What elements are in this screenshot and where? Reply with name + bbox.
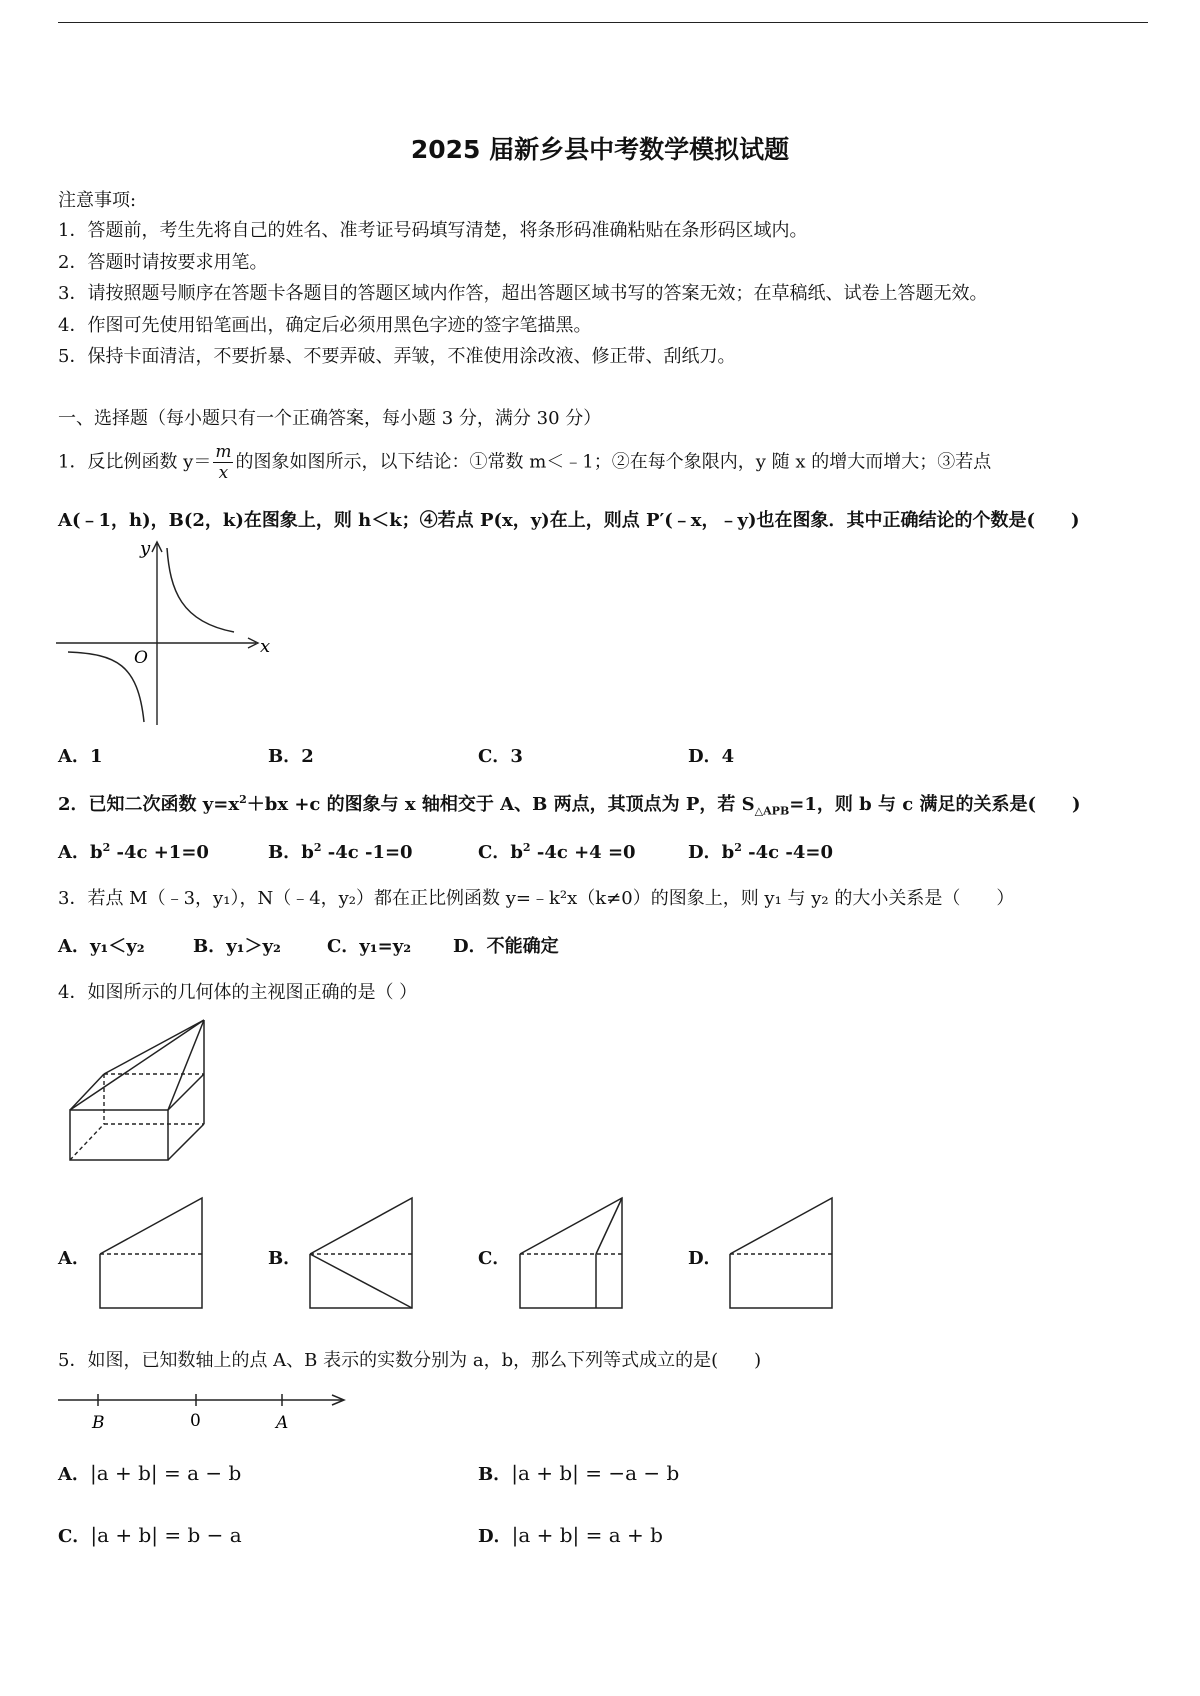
q1-y-label: y (140, 538, 151, 559)
q5-label-b: B (92, 1413, 105, 1433)
q1-option-b[interactable]: B．2 (268, 746, 314, 767)
q2-option-a-label: A． (58, 842, 90, 863)
q5-option-d[interactable] (478, 1522, 663, 1548)
q2-text (58, 790, 1081, 818)
q2-option-c-label: C． (478, 842, 511, 863)
q1-curve-q1 (167, 548, 234, 632)
q5-option-d-expr: |a + b| = a + b (511, 1523, 663, 1547)
q1-curve-q3 (68, 652, 144, 722)
q5-option-b-expr: |a + b| = −a − b (511, 1461, 680, 1485)
q2-option-b[interactable] (268, 838, 413, 864)
q2-option-c-rest: -4c +4 =0 (536, 842, 636, 863)
q4-text: 4．如图所示的几何体的主视图正确的是（ ） (58, 982, 418, 1003)
q1-option-a[interactable]: A．1 (58, 746, 103, 767)
q4-solid-figure (60, 1016, 220, 1166)
q2-option-c-exp: 2 (522, 841, 531, 854)
q1-line2: A(﹣1，h)，B(2，k)在图象上，则 h＜k；④若点 P(x，y)在上，则点 P′(﹣x，﹣y)也在图象．其中正确结论的个数是( ) (58, 510, 1080, 531)
q1-origin-label: O (134, 648, 148, 668)
notice-item-5: 5．保持卡面清洁，不要折暴、不要弄破、弄皱，不准使用涂改液、修正带、刮纸刀。 (58, 346, 736, 367)
q5-label-a: A (276, 1413, 289, 1433)
q5-label-0: 0 (190, 1411, 201, 1431)
notice-item-3: 3．请按照题号顺序在答题卡各题目的答题区域内作答，超出答题区域书写的答案无效；在草稿纸、试卷上答题无效。 (58, 283, 988, 304)
q1-fraction (213, 442, 233, 483)
q5-option-c-label: C． (58, 1526, 91, 1547)
q1-x-label: x (260, 636, 271, 657)
q2-option-a-rest: -4c +1=0 (116, 842, 209, 863)
q3-text: 3．若点 M（﹣3，y₁），N（﹣4，y₂）都在正比例函数 y=﹣k²x（k≠0）的图象上，则 y₁ 与 y₂ 的大小关系是（ ） (58, 888, 1015, 909)
q1-prefix: 1．反比例函数 y＝ (58, 451, 212, 473)
section-heading: 一、选择题（每小题只有一个正确答案，每小题 3 分，满分 30 分） (58, 408, 602, 429)
q4-option-a-view (98, 1196, 208, 1316)
q2-text-a: 2．已知二次函数 y=x (58, 794, 240, 815)
q1-frac-den: x (218, 463, 229, 483)
q1-rest: 的图象如图所示，以下结论：①常数 m＜﹣1；②在每个象限内，y 随 x 的增大而增大；③若点 (235, 451, 992, 473)
q4-option-a[interactable]: A． (58, 1248, 90, 1269)
q5-option-a-expr: |a + b| = a − b (89, 1461, 242, 1485)
q2-option-a-exp: 2 (102, 841, 111, 854)
q2-option-a-b: b (89, 842, 103, 863)
q2-option-d[interactable] (688, 838, 833, 864)
q5-option-a-label: A． (58, 1464, 90, 1485)
q2-option-b-exp: 2 (313, 841, 322, 854)
q5-option-c[interactable] (58, 1522, 242, 1548)
q5-option-c-expr: |a + b| = b − a (90, 1523, 242, 1547)
q3-option-d[interactable]: D．不能确定 (453, 936, 559, 957)
q4-option-c-view (518, 1196, 628, 1316)
q4-option-b-view (308, 1196, 418, 1316)
q1-line1 (58, 442, 991, 483)
notice-item-4: 4．作图可先使用铅笔画出，确定后必须用黑色字迹的签字笔描黑。 (58, 315, 592, 336)
q2-option-d-rest: -4c -4=0 (748, 842, 833, 863)
q2-option-d-b: b (721, 842, 735, 863)
notice-item-1: 1．答题前，考生先将自己的姓名、准考证号码填写清楚，将条形码准确粘贴在条形码区域内。 (58, 220, 808, 241)
q5-text: 5．如图，已知数轴上的点 A、B 表示的实数分别为 a，b，那么下列等式成立的是( ) (58, 1350, 762, 1371)
q5-option-b[interactable] (478, 1460, 679, 1486)
q1-frac-num: m (215, 442, 232, 462)
q4-option-b[interactable]: B． (268, 1248, 302, 1269)
q5-option-b-label: B． (478, 1464, 512, 1485)
q4-option-d[interactable]: D． (688, 1248, 722, 1269)
q4-option-c[interactable]: C． (478, 1248, 511, 1269)
q2-text-b: ＋bx +c 的图象与 x 轴相交于 A、B 两点，其顶点为 P，若 S (246, 794, 755, 815)
page-title: 2025 届新乡县中考数学模拟试题 (410, 135, 790, 164)
q2-text-c: =1，则 b 与 c 满足的关系是( ) (789, 794, 1081, 815)
q2-exp: 2 (239, 793, 247, 806)
q3-option-c[interactable]: C．y₁=y₂ (327, 936, 412, 957)
header-rule (58, 22, 1148, 23)
q2-option-c-b: b (510, 842, 523, 863)
q2-option-a[interactable] (58, 838, 209, 864)
notice-heading: 注意事项: (58, 190, 137, 211)
q1-option-c[interactable]: C．3 (478, 746, 523, 767)
q2-sub: △APB (754, 804, 790, 818)
q2-option-b-rest: -4c -1=0 (327, 842, 413, 863)
q1-hyperbola-graph (56, 540, 276, 730)
q3-option-a[interactable]: A．y₁＜y₂ (58, 936, 145, 957)
q2-option-b-label: B． (268, 842, 302, 863)
q5-option-a[interactable] (58, 1460, 241, 1486)
q2-option-d-exp: 2 (734, 841, 742, 854)
q1-option-d[interactable]: D．4 (688, 746, 735, 767)
q2-option-b-b: b (301, 842, 314, 863)
q4-option-d-view (728, 1196, 838, 1316)
q3-option-b[interactable]: B．y₁＞y₂ (193, 936, 281, 957)
q2-option-c[interactable] (478, 838, 636, 864)
q5-number-line (56, 1386, 356, 1446)
q2-option-d-label: D． (688, 842, 722, 863)
q5-option-d-label: D． (478, 1526, 512, 1547)
notice-item-2: 2．答题时请按要求用笔。 (58, 252, 268, 273)
